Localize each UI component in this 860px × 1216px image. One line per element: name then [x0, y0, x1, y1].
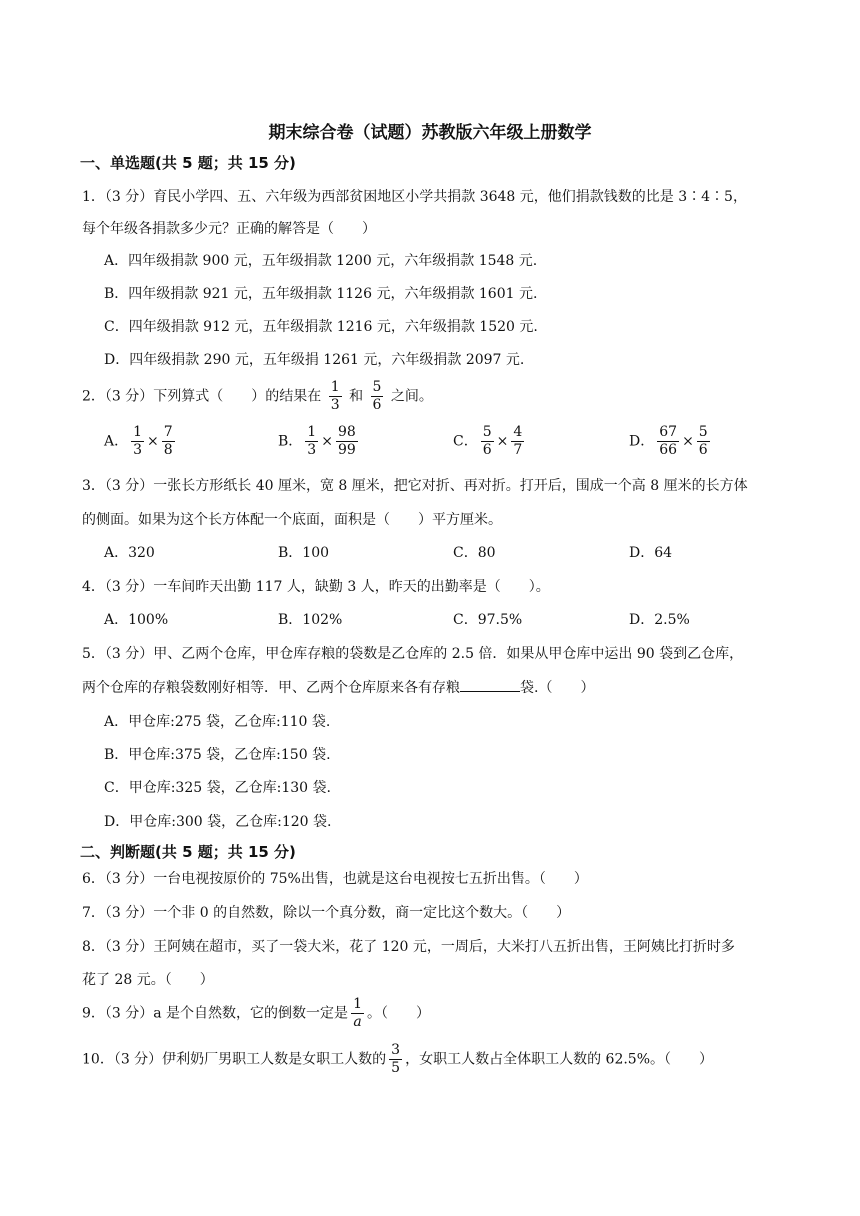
denominator: 3 — [330, 397, 340, 413]
denominator: 6 — [372, 397, 382, 413]
denominator: 7 — [513, 442, 523, 458]
fraction — [162, 424, 175, 459]
fraction — [481, 424, 494, 459]
question-3-line-1: 3．（3 分）一张长方形纸长 40 厘米，宽 8 厘米，把它对折、再对折。打开后，围成一个高 8 厘米的长方体 — [82, 478, 748, 494]
fraction — [511, 424, 524, 459]
question-10-prefix: 10．（3 分）伊利奶厂男职工人数是女职工人数的 — [82, 1051, 387, 1068]
question-4-option-a[interactable]: A．100% — [104, 612, 169, 628]
numerator: 5 — [482, 424, 492, 440]
numerator: 4 — [513, 424, 523, 440]
question-1-option-a[interactable]: A．四年级捐款 900 元，五年级捐款 1200 元，六年级捐款 1548 元. — [104, 253, 538, 269]
question-2-stem — [82, 379, 433, 414]
question-7: 7．（3 分）一个非 0 的自然数，除以一个真分数，商一定比这个数大。（ ） — [82, 905, 571, 921]
question-2-option-b[interactable] — [278, 424, 361, 459]
question-10 — [82, 1042, 713, 1077]
numerator: 7 — [163, 424, 173, 440]
question-1-line-1: 1．（3 分）育民小学四、五、六年级为西部贫困地区小学共捐款 3648 元，他们捐款钱数的比是 3∶4∶5， — [82, 189, 747, 205]
question-1-line-2: 每个年级各捐款多少元？正确的解答是（ ） — [82, 221, 376, 237]
question-9-prefix: 9．（3 分）a 是个自然数，它的倒数一定是 — [82, 1005, 349, 1022]
question-3-option-b[interactable]: B．100 — [278, 545, 330, 561]
question-1-option-c[interactable]: C．四年级捐款 912 元，五年级捐款 1216 元，六年级捐款 1520 元. — [104, 319, 538, 335]
denominator: a — [353, 1014, 362, 1030]
question-4-option-b[interactable]: B．102% — [278, 612, 343, 628]
question-2-option-a[interactable] — [104, 424, 178, 459]
section-heading-true-false: 二、判断题(共 5 题；共 15 分) — [80, 843, 296, 861]
question-3-option-c[interactable]: C．80 — [453, 545, 496, 561]
numerator: 1 — [307, 424, 317, 440]
numerator: 1 — [330, 379, 340, 395]
question-1-option-d[interactable]: D．四年级捐款 290 元，五年级捐 1261 元，六年级捐款 2097 元. — [104, 352, 525, 368]
question-2-suffix: 之间。 — [390, 388, 433, 405]
question-2-and: 和 — [349, 388, 364, 405]
question-5-line-2-text: 两个仓库的存粮袋数刚好相等．甲、乙两个仓库原来各有存粮 — [82, 680, 460, 696]
numerator: 1 — [133, 424, 143, 440]
question-8-line-2: 花了 28 元。（ ） — [82, 972, 214, 988]
fraction — [305, 424, 318, 459]
option-label: D． — [629, 433, 655, 450]
question-2-prefix: 2．（3 分）下列算式（ ）的结果在 — [82, 388, 322, 405]
denominator: 6 — [482, 442, 492, 458]
fraction — [389, 1042, 402, 1077]
numerator: 5 — [372, 379, 382, 395]
numerator: 98 — [337, 424, 356, 440]
option-label: A． — [104, 433, 129, 450]
denominator: 5 — [391, 1060, 401, 1076]
fraction — [697, 424, 710, 459]
question-1-option-b[interactable]: B．四年级捐款 921 元，五年级捐款 1126 元，六年级捐款 1601 元. — [104, 286, 538, 302]
fraction — [131, 424, 144, 459]
times-sign: × — [682, 433, 694, 450]
times-sign: × — [321, 433, 333, 450]
times-sign: × — [147, 433, 159, 450]
fraction — [336, 424, 358, 459]
question-5-option-d[interactable]: D．甲仓库:300 袋，乙仓库:120 袋. — [104, 814, 332, 830]
fraction — [351, 996, 364, 1031]
question-4-line-1: 4．（3 分）一车间昨天出勤 117 人，缺勤 3 人，昨天的出勤率是（ ）。 — [82, 579, 550, 595]
question-6: 6．（3 分）一台电视按原价的 75%出售，也就是这台电视按七五折出售。（ ） — [82, 871, 588, 887]
question-5-option-c[interactable]: C．甲仓库:325 袋，乙仓库:130 袋. — [104, 780, 331, 796]
question-3-option-d[interactable]: D．64 — [629, 545, 673, 561]
question-10-suffix: ，女职工人数占全体职工人数的 62.5%。（ ） — [405, 1051, 714, 1068]
numerator: 1 — [353, 996, 362, 1012]
answer-blank[interactable] — [460, 677, 520, 692]
question-5-line-1: 5．（3 分）甲、乙两个仓库，甲仓库存粮的袋数是乙仓库的 2.5 倍．如果从甲仓库中运出 90 袋到乙仓库， — [82, 646, 744, 662]
question-5-line-2 — [82, 677, 594, 697]
option-label: C． — [453, 433, 478, 450]
question-2-option-c[interactable] — [453, 424, 527, 459]
times-sign: × — [496, 433, 509, 450]
denominator: 66 — [659, 442, 678, 458]
denominator: 3 — [307, 442, 317, 458]
numerator: 5 — [698, 424, 708, 440]
fraction — [371, 379, 384, 414]
question-4-option-d[interactable]: D．2.5% — [629, 612, 690, 628]
fraction — [329, 379, 342, 414]
fraction — [657, 424, 679, 459]
question-8-line-1: 8．（3 分）王阿姨在超市，买了一袋大米，花了 120 元，一周后，大米打八五折出售，王阿姨比打折时多 — [82, 939, 735, 955]
question-5-line-2-end: 袋.（ ） — [520, 680, 595, 696]
denominator: 99 — [337, 442, 356, 458]
denominator: 8 — [163, 442, 173, 458]
question-5-option-a[interactable]: A．甲仓库:275 袋，乙仓库:110 袋. — [104, 714, 331, 730]
numerator: 67 — [659, 424, 678, 440]
question-9-suffix: 。（ ） — [366, 1005, 430, 1022]
option-label: B． — [278, 433, 303, 450]
denominator: 3 — [133, 442, 143, 458]
numerator: 3 — [391, 1042, 401, 1058]
question-3-line-2: 的侧面。如果为这个长方体配一个底面，面积是（ ）平方厘米。 — [82, 512, 502, 528]
section-heading-single-choice: 一、单选题(共 5 题；共 15 分) — [80, 154, 296, 172]
denominator: 6 — [698, 442, 708, 458]
question-3-option-a[interactable]: A．320 — [104, 545, 155, 561]
question-5-option-b[interactable]: B．甲仓库:375 袋，乙仓库:150 袋. — [104, 747, 331, 763]
page-title: 期末综合卷（试题）苏教版六年级上册数学 — [268, 123, 592, 143]
question-4-option-c[interactable]: C．97.5% — [453, 612, 523, 628]
question-2-option-d[interactable] — [629, 424, 713, 459]
question-9 — [82, 996, 430, 1031]
